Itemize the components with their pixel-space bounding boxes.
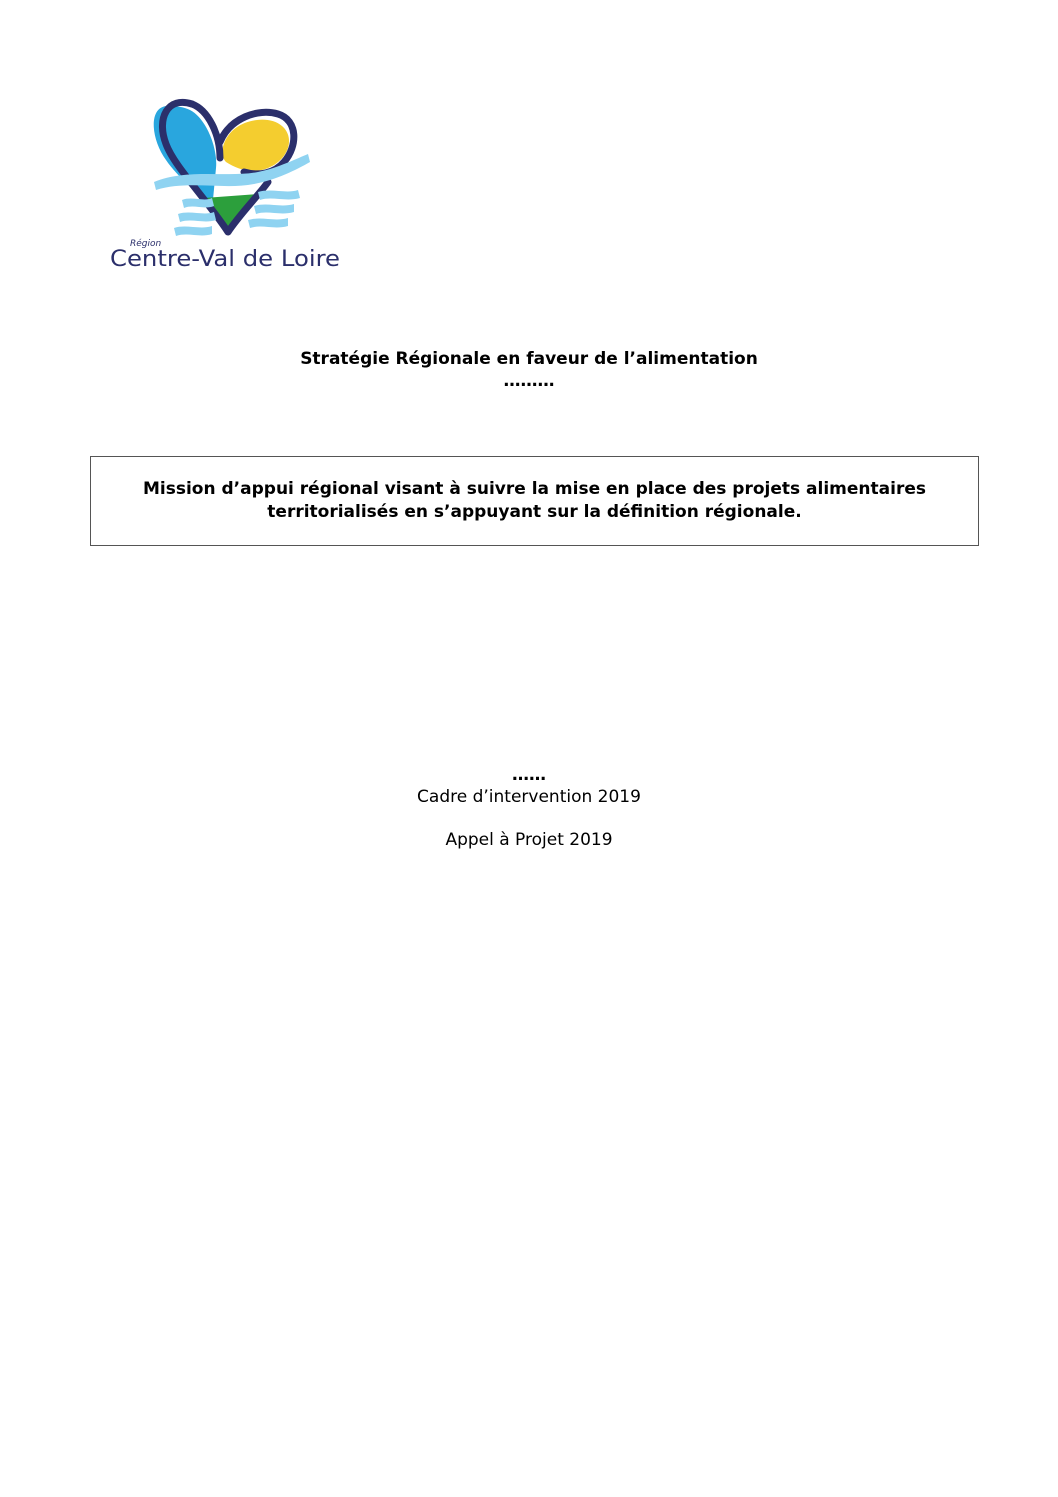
section-ellipsis: ……: [512, 765, 546, 785]
region-logo: [108, 98, 348, 276]
cadre-intervention: Cadre d’intervention 2019: [417, 787, 641, 807]
appel-projet: Appel à Projet 2019: [445, 830, 613, 850]
mission-line-2: territorialisés en s’appuyant sur la définition régionale.: [267, 502, 802, 522]
document-title: Stratégie Régionale en faveur de l’alimentation: [300, 349, 758, 369]
mission-line-1: Mission d’appui régional visant à suivre la mise en place des projets alimentaires: [143, 479, 926, 499]
title-ellipsis: ………: [503, 371, 555, 391]
mission-box: [90, 456, 979, 546]
heart-logo-icon: [108, 98, 348, 276]
logo-name: Centre-Val de Loire: [110, 247, 340, 272]
mission-text: [123, 478, 946, 524]
logo-region-label: Région: [130, 239, 162, 249]
